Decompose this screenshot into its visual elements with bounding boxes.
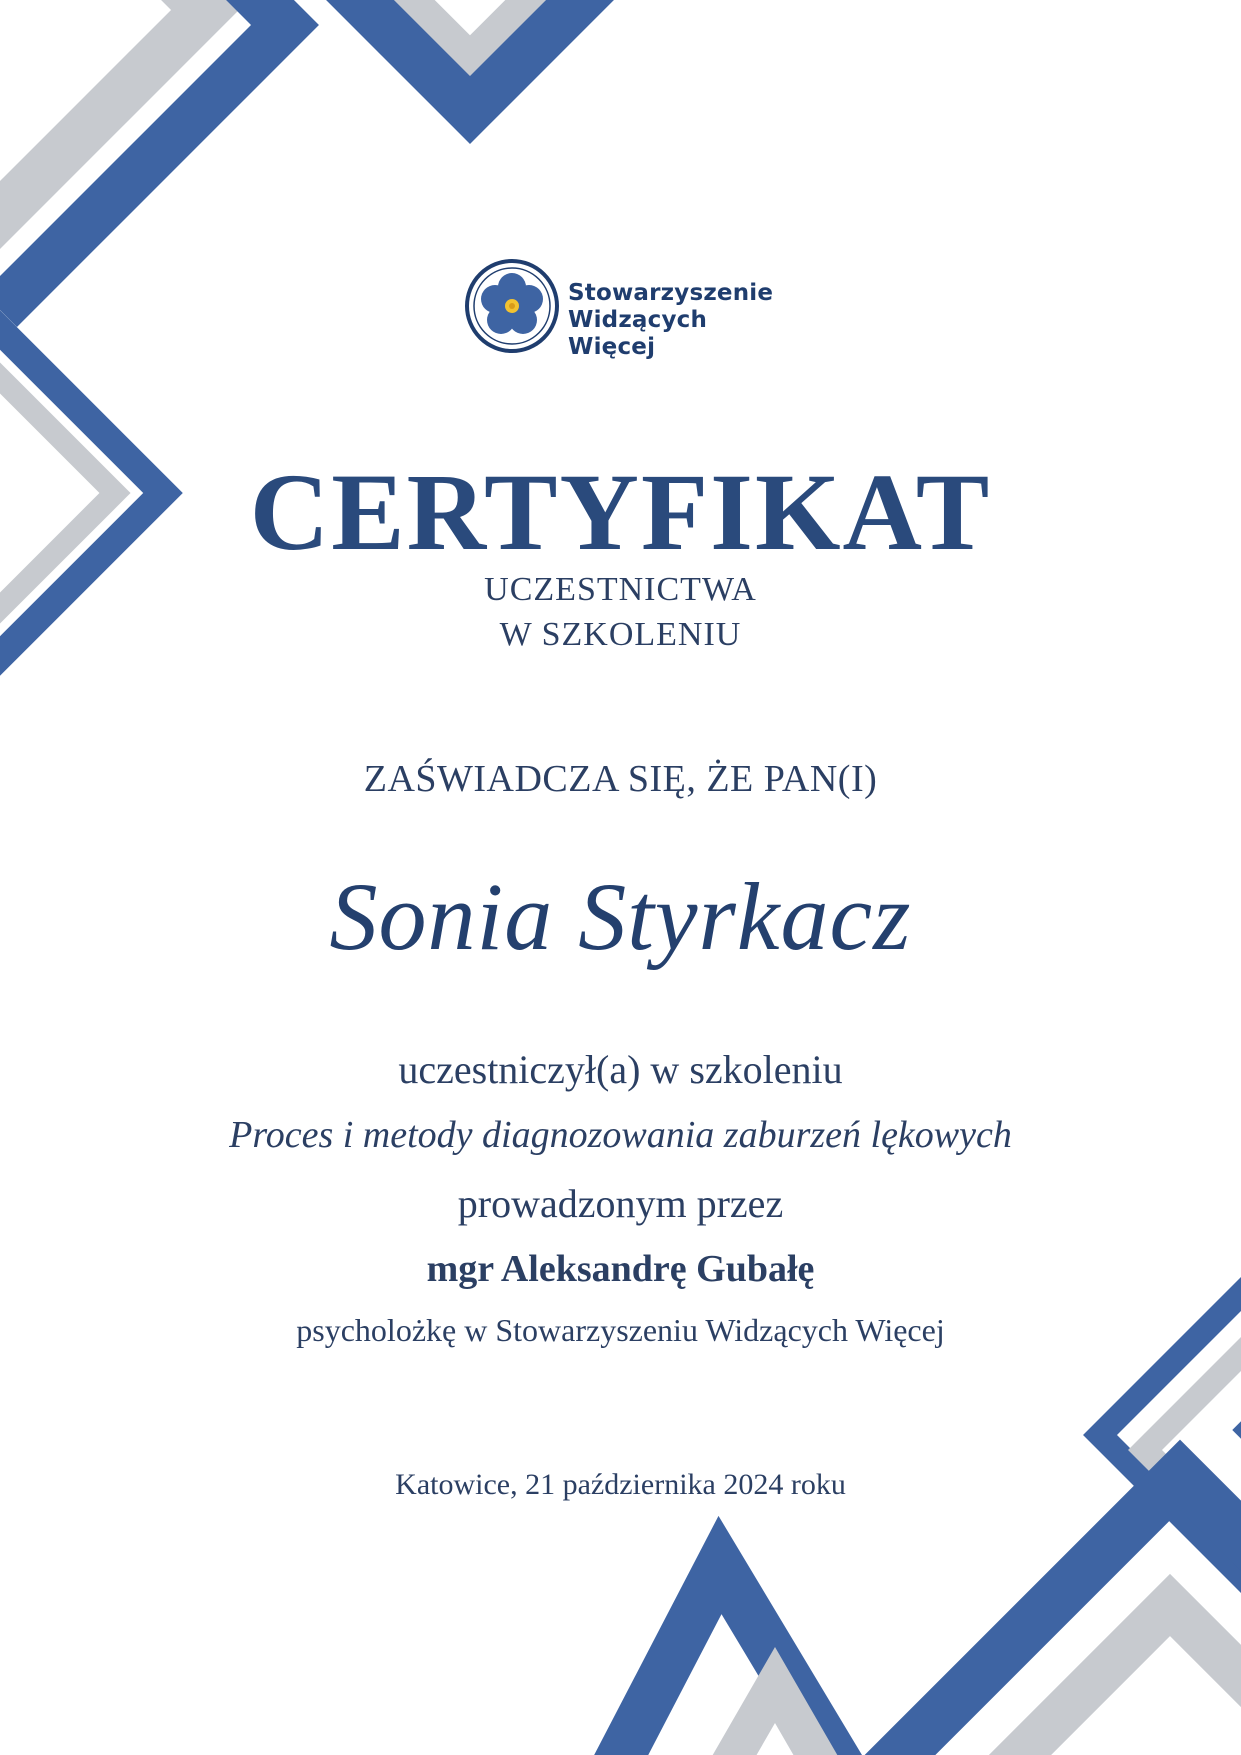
logo-text	[568, 280, 792, 361]
logo-line-2: Widzących Więcej	[568, 307, 708, 360]
trainer-role: psycholożkę w Stowarzyszeniu Widzących Więcej	[296, 1312, 945, 1348]
course-title: Proces i metody diagnozowania zaburzeń lękowych	[229, 1114, 1012, 1156]
attestation-text: ZAŚWIADCZA SIĘ, ŻE PAN(I)	[363, 758, 878, 800]
forget-me-not-flower-icon	[462, 254, 562, 358]
led-by-text: prowadzonym przez	[457, 1181, 784, 1226]
participation-text: uczestniczył(a) w szkoleniu	[398, 1047, 843, 1092]
certificate-subtitle-line-2: W SZKOLENIU	[499, 616, 742, 653]
participant-name: Sonia Styrkacz	[329, 863, 912, 970]
certificate-title: CERTYFIKAT	[249, 451, 992, 573]
certificate-subtitle-line-1: UCZESTNICTWA	[484, 571, 757, 608]
organization-logo	[462, 254, 792, 358]
trainer-name: mgr Aleksandrę Gubałę	[426, 1248, 815, 1290]
place-and-date: Katowice, 21 października 2024 roku	[395, 1468, 846, 1501]
logo-line-1: Stowarzyszenie	[568, 280, 774, 306]
